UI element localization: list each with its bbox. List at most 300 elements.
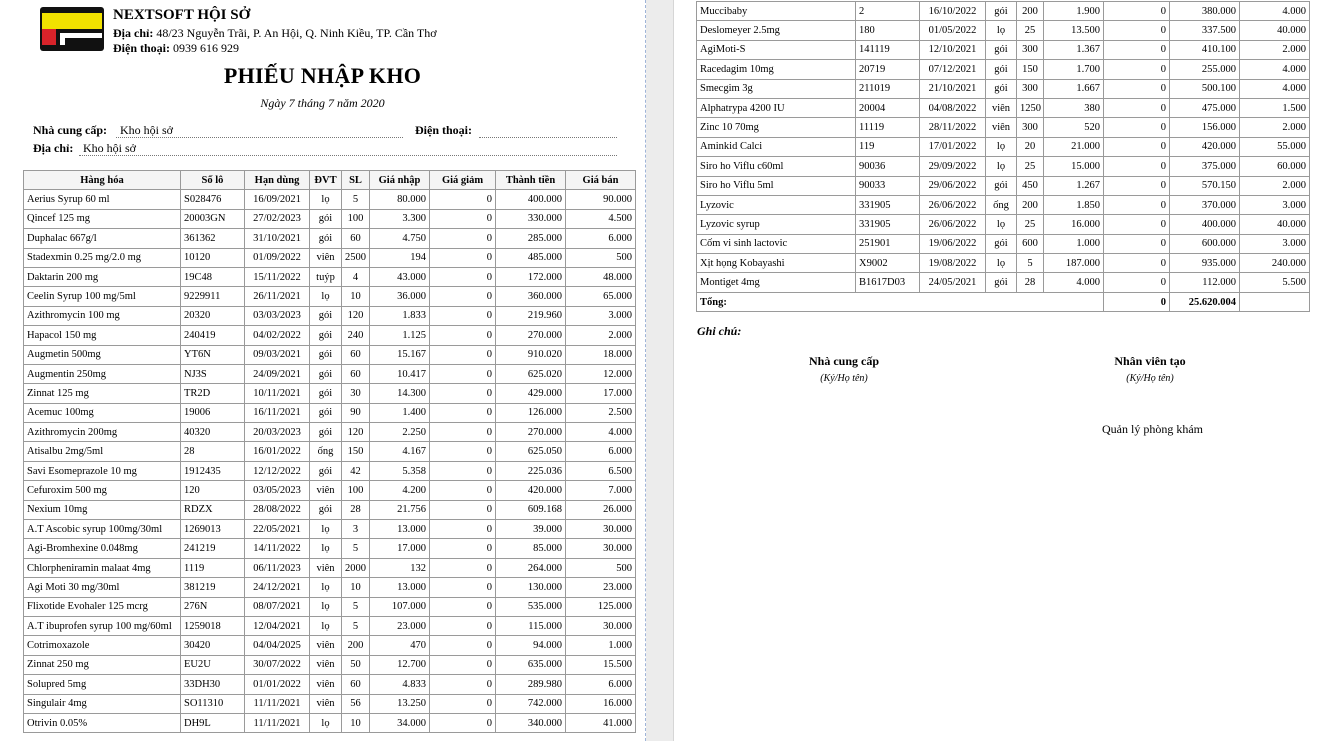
cell-qty: 42 [342, 461, 370, 480]
cell-discount: 0 [430, 423, 496, 442]
cell-item: Azithromycin 200mg [24, 423, 181, 442]
cell-lot: 10120 [181, 248, 245, 267]
cell-expiry: 29/06/2022 [920, 176, 986, 195]
cell-item: Augmentin 250mg [24, 364, 181, 383]
cell-import-price: 1.400 [370, 403, 430, 422]
table-row [24, 267, 636, 286]
cell-qty: 200 [342, 636, 370, 655]
table-row [697, 60, 1310, 79]
cell-item: Acemuc 100mg [24, 403, 181, 422]
cell-lot: EU2U [181, 655, 245, 674]
cell-item: Cefuroxim 500 mg [24, 481, 181, 500]
cell-qty: 56 [342, 694, 370, 713]
cell-expiry: 04/08/2022 [920, 98, 986, 117]
cell-unit: gói [310, 326, 342, 345]
cell-discount: 0 [430, 713, 496, 732]
cell-qty: 150 [342, 442, 370, 461]
cell-unit: gói [310, 306, 342, 325]
cell-item: A.T ibuprofen syrup 100 mg/60ml [24, 616, 181, 635]
cell-expiry: 26/06/2022 [920, 215, 986, 234]
cell-lot: 180 [856, 21, 920, 40]
cell-sale-price: 30.000 [566, 616, 636, 635]
cell-qty: 600 [1017, 234, 1044, 253]
cell-expiry: 20/03/2023 [245, 423, 310, 442]
table-row [24, 306, 636, 325]
table-row [697, 21, 1310, 40]
cell-sale-price: 17.000 [566, 384, 636, 403]
cell-import-price: 15.000 [1044, 157, 1104, 176]
cell-discount: 0 [430, 229, 496, 248]
cell-qty: 50 [342, 655, 370, 674]
cell-amount: 126.000 [496, 403, 566, 422]
clinic-manager-label: Quản lý phòng khám [1102, 422, 1203, 436]
cell-discount: 0 [430, 248, 496, 267]
cell-discount: 0 [430, 403, 496, 422]
cell-expiry: 16/10/2022 [920, 2, 986, 21]
cell-qty: 60 [342, 229, 370, 248]
cell-qty: 60 [342, 364, 370, 383]
table-row [24, 675, 636, 694]
cell-unit: viên [310, 694, 342, 713]
table-row [24, 636, 636, 655]
cell-qty: 25 [1017, 157, 1044, 176]
cell-discount: 0 [1104, 254, 1170, 273]
cell-discount: 0 [1104, 273, 1170, 292]
cell-lot: 331905 [856, 195, 920, 214]
cell-sale-price: 4.000 [566, 423, 636, 442]
cell-amount: 112.000 [1170, 273, 1240, 292]
cell-lot: 211019 [856, 79, 920, 98]
note-label: Ghi chú: [697, 324, 742, 338]
cell-discount: 0 [430, 209, 496, 228]
cell-amount: 635.000 [496, 655, 566, 674]
cell-discount: 0 [430, 694, 496, 713]
cell-discount: 0 [430, 287, 496, 306]
cell-import-price: 16.000 [1044, 215, 1104, 234]
cell-unit: viên [310, 636, 342, 655]
table-row [697, 118, 1310, 137]
cell-qty: 5 [342, 597, 370, 616]
cell-expiry: 28/11/2022 [920, 118, 986, 137]
cell-item: Deslomeyer 2.5mg [697, 21, 856, 40]
cell-expiry: 07/12/2021 [920, 60, 986, 79]
cell-sale-price: 240.000 [1240, 254, 1310, 273]
cell-unit: lọ [310, 520, 342, 539]
cell-amount: 219.960 [496, 306, 566, 325]
table-row [24, 520, 636, 539]
cell-amount: 270.000 [496, 326, 566, 345]
cell-expiry: 11/11/2021 [245, 713, 310, 732]
cell-sale-price: 26.000 [566, 500, 636, 519]
cell-sale-price: 4.500 [566, 209, 636, 228]
cell-unit: ống [986, 195, 1017, 214]
cell-sale-price: 2.500 [566, 403, 636, 422]
cell-expiry: 08/07/2021 [245, 597, 310, 616]
cell-sale-price: 2.000 [1240, 118, 1310, 137]
cell-amount: 600.000 [1170, 234, 1240, 253]
cell-lot: X9002 [856, 254, 920, 273]
cell-item: Siro ho Viflu 5ml [697, 176, 856, 195]
cell-unit: viên [986, 98, 1017, 117]
cell-qty: 25 [1017, 215, 1044, 234]
cell-sale-price: 4.000 [1240, 2, 1310, 21]
table-row [24, 442, 636, 461]
cell-import-price: 520 [1044, 118, 1104, 137]
supplier-signature [784, 354, 904, 384]
cell-item: Flixotide Evohaler 125 mcrg [24, 597, 181, 616]
table-row [697, 273, 1310, 292]
cell-unit: viên [986, 118, 1017, 137]
cell-lot: 20719 [856, 60, 920, 79]
table-row [697, 40, 1310, 59]
document-date: Ngày 7 tháng 7 năm 2020 [260, 96, 385, 110]
cell-import-price: 2.250 [370, 423, 430, 442]
cell-unit: lọ [310, 539, 342, 558]
cell-discount: 0 [430, 461, 496, 480]
cell-item: Daktarin 200 mg [24, 267, 181, 286]
cell-import-price: 1.367 [1044, 40, 1104, 59]
cell-expiry: 12/04/2021 [245, 616, 310, 635]
cell-import-price: 1.700 [1044, 60, 1104, 79]
cell-amount: 172.000 [496, 267, 566, 286]
cell-unit: lọ [986, 157, 1017, 176]
cell-unit: gói [986, 234, 1017, 253]
cell-lot: 20004 [856, 98, 920, 117]
cell-lot: TR2D [181, 384, 245, 403]
cell-lot: 20320 [181, 306, 245, 325]
cell-import-price: 380 [1044, 98, 1104, 117]
cell-sale-price: 1.000 [566, 636, 636, 655]
cell-item: Cotrimoxazole [24, 636, 181, 655]
cell-unit: lọ [986, 137, 1017, 156]
cell-expiry: 15/11/2022 [245, 267, 310, 286]
cell-item: Racedagim 10mg [697, 60, 856, 79]
cell-sale-price: 16.000 [566, 694, 636, 713]
cell-import-price: 4.167 [370, 442, 430, 461]
cell-discount: 0 [430, 597, 496, 616]
cell-sale-price: 15.500 [566, 655, 636, 674]
cell-expiry: 17/01/2022 [920, 137, 986, 156]
cell-amount: 115.000 [496, 616, 566, 635]
cell-item: Aerius Syrup 60 ml [24, 190, 181, 209]
cell-import-price: 1.833 [370, 306, 430, 325]
nextsoft-logo-icon [40, 7, 104, 51]
cell-qty: 2500 [342, 248, 370, 267]
table-row [24, 578, 636, 597]
cell-qty: 60 [342, 675, 370, 694]
cell-qty: 28 [1017, 273, 1044, 292]
cell-qty: 10 [342, 713, 370, 732]
cell-unit: gói [310, 209, 342, 228]
total-label: Tổng: [697, 292, 1104, 311]
cell-import-price: 187.000 [1044, 254, 1104, 273]
cell-import-price: 1.267 [1044, 176, 1104, 195]
cell-sale-price: 6.000 [566, 442, 636, 461]
cell-import-price: 5.358 [370, 461, 430, 480]
cell-amount: 420.000 [496, 481, 566, 500]
cell-unit: lọ [310, 190, 342, 209]
cell-lot: 120 [181, 481, 245, 500]
cell-discount: 0 [1104, 195, 1170, 214]
cell-expiry: 19/06/2022 [920, 234, 986, 253]
cell-import-price: 1.000 [1044, 234, 1104, 253]
table-row [24, 558, 636, 577]
cell-discount: 0 [430, 616, 496, 635]
cell-discount: 0 [430, 364, 496, 383]
cell-unit: gói [310, 500, 342, 519]
cell-qty: 450 [1017, 176, 1044, 195]
cell-unit: ống [310, 442, 342, 461]
cell-qty: 20 [1017, 137, 1044, 156]
cell-unit: lọ [986, 215, 1017, 234]
cell-unit: lọ [310, 287, 342, 306]
cell-discount: 0 [1104, 79, 1170, 98]
cell-qty: 25 [1017, 21, 1044, 40]
col-header-import-price: Giá nhập [370, 171, 430, 190]
cell-discount: 0 [1104, 98, 1170, 117]
cell-item: Singulair 4mg [24, 694, 181, 713]
table-row [24, 500, 636, 519]
cell-item: Siro ho Viflu c60ml [697, 157, 856, 176]
cell-import-price: 13.000 [370, 520, 430, 539]
col-header-sale-price: Giá bán [566, 171, 636, 190]
cell-expiry: 04/04/2025 [245, 636, 310, 655]
cell-expiry: 27/02/2023 [245, 209, 310, 228]
cell-lot: 11119 [856, 118, 920, 137]
cell-expiry: 26/06/2022 [920, 195, 986, 214]
cell-lot: 119 [856, 137, 920, 156]
table-row [24, 345, 636, 364]
cell-qty: 4 [342, 267, 370, 286]
cell-lot: 251901 [856, 234, 920, 253]
table-row [24, 539, 636, 558]
creator-signature-title: Nhân viên tạo [1114, 354, 1186, 368]
cell-expiry: 12/10/2021 [920, 40, 986, 59]
cell-item: Muccibaby [697, 2, 856, 21]
cell-lot: 30420 [181, 636, 245, 655]
cell-import-price: 21.000 [1044, 137, 1104, 156]
col-header-unit: ĐVT [310, 171, 342, 190]
cell-expiry: 01/09/2022 [245, 248, 310, 267]
table-row [24, 481, 636, 500]
cell-amount: 337.500 [1170, 21, 1240, 40]
cell-item: Stadexmin 0.25 mg/2.0 mg [24, 248, 181, 267]
company-address [113, 26, 437, 41]
cell-item: Chlorpheniramin malaat 4mg [24, 558, 181, 577]
cell-lot: 2 [856, 2, 920, 21]
cell-unit: gói [986, 2, 1017, 21]
cell-unit: lọ [310, 578, 342, 597]
table-row [697, 79, 1310, 98]
phone-label: Điện thoại: [113, 41, 170, 55]
cell-item: Agi Moti 30 mg/30ml [24, 578, 181, 597]
cell-lot: 9229911 [181, 287, 245, 306]
cell-expiry: 21/10/2021 [920, 79, 986, 98]
cell-amount: 910.020 [496, 345, 566, 364]
table-row [24, 694, 636, 713]
cell-import-price: 4.833 [370, 675, 430, 694]
cell-qty: 200 [1017, 2, 1044, 21]
table-row [697, 98, 1310, 117]
cell-expiry: 28/08/2022 [245, 500, 310, 519]
cell-item: Nexium 10mg [24, 500, 181, 519]
cell-lot: 1259018 [181, 616, 245, 635]
cell-qty: 10 [342, 578, 370, 597]
cell-item: Zinnat 125 mg [24, 384, 181, 403]
col-header-lot: Số lô [181, 171, 245, 190]
cell-import-price: 43.000 [370, 267, 430, 286]
cell-qty: 200 [1017, 195, 1044, 214]
table-row [697, 234, 1310, 253]
cell-sale-price: 2.000 [566, 326, 636, 345]
cell-import-price: 80.000 [370, 190, 430, 209]
cell-expiry: 16/09/2021 [245, 190, 310, 209]
cell-qty: 5 [342, 190, 370, 209]
goods-table-continued [696, 1, 1310, 312]
cell-discount: 0 [1104, 21, 1170, 40]
table-row [24, 364, 636, 383]
table-row [24, 384, 636, 403]
supplier-name-field [33, 123, 174, 138]
col-header-expiry: Hạn dùng [245, 171, 310, 190]
cell-expiry: 06/11/2023 [245, 558, 310, 577]
cell-unit: gói [310, 229, 342, 248]
cell-amount: 330.000 [496, 209, 566, 228]
cell-item: Lyzovic syrup [697, 215, 856, 234]
supplier-phone-value [479, 123, 617, 138]
cell-unit: gói [986, 40, 1017, 59]
cell-qty: 30 [342, 384, 370, 403]
cell-lot: 1119 [181, 558, 245, 577]
supplier-name-value: Kho hội sở [116, 123, 403, 138]
cell-expiry: 09/03/2021 [245, 345, 310, 364]
cell-lot: 276N [181, 597, 245, 616]
cell-expiry: 24/09/2021 [245, 364, 310, 383]
cell-item: A.T Ascobic syrup 100mg/30ml [24, 520, 181, 539]
cell-amount: 570.150 [1170, 176, 1240, 195]
col-header-discount: Giá giảm [430, 171, 496, 190]
cell-import-price: 3.300 [370, 209, 430, 228]
cell-amount: 609.168 [496, 500, 566, 519]
cell-lot: 1269013 [181, 520, 245, 539]
total-amount: 25.620.004 [1170, 292, 1240, 311]
table-row [24, 229, 636, 248]
cell-unit: viên [310, 558, 342, 577]
cell-discount: 0 [1104, 60, 1170, 79]
cell-unit: lọ [986, 21, 1017, 40]
cell-import-price: 13.250 [370, 694, 430, 713]
cell-discount: 0 [1104, 40, 1170, 59]
cell-expiry: 16/01/2022 [245, 442, 310, 461]
cell-amount: 500.100 [1170, 79, 1240, 98]
cell-discount: 0 [1104, 176, 1170, 195]
cell-expiry: 12/12/2022 [245, 461, 310, 480]
cell-unit: gói [986, 273, 1017, 292]
cell-discount: 0 [1104, 157, 1170, 176]
cell-qty: 90 [342, 403, 370, 422]
cell-import-price: 4.750 [370, 229, 430, 248]
cell-item: Qincef 125 mg [24, 209, 181, 228]
cell-item: Savi Esomeprazole 10 mg [24, 461, 181, 480]
cell-import-price: 1.850 [1044, 195, 1104, 214]
cell-discount: 0 [1104, 118, 1170, 137]
cell-item: Lyzovic [697, 195, 856, 214]
cell-sale-price: 6.500 [566, 461, 636, 480]
cell-unit: gói [986, 79, 1017, 98]
cell-import-price: 1.900 [1044, 2, 1104, 21]
creator-signature-hint: (Ký/Họ tên) [1126, 373, 1174, 384]
cell-amount: 410.100 [1170, 40, 1240, 59]
cell-discount: 0 [430, 675, 496, 694]
cell-expiry: 29/09/2022 [920, 157, 986, 176]
cell-unit: viên [310, 481, 342, 500]
cell-sale-price: 6.000 [566, 675, 636, 694]
cell-lot: 40320 [181, 423, 245, 442]
cell-unit: gói [986, 60, 1017, 79]
cell-amount: 400.000 [496, 190, 566, 209]
cell-unit: gói [310, 423, 342, 442]
cell-item: AgiMoti-S [697, 40, 856, 59]
cell-sale-price: 1.500 [1240, 98, 1310, 117]
cell-item: Otrivin 0.05% [24, 713, 181, 732]
cell-item: Cốm vi sinh lactovic [697, 234, 856, 253]
address-label: Địa chỉ: [113, 26, 154, 40]
cell-amount: 94.000 [496, 636, 566, 655]
table-row [697, 195, 1310, 214]
cell-sale-price: 90.000 [566, 190, 636, 209]
cell-qty: 300 [1017, 79, 1044, 98]
cell-qty: 2000 [342, 558, 370, 577]
table-row [24, 209, 636, 228]
cell-item: Smecgim 3g [697, 79, 856, 98]
cell-lot: YT6N [181, 345, 245, 364]
table-row [24, 655, 636, 674]
cell-qty: 5 [342, 539, 370, 558]
cell-qty: 100 [342, 209, 370, 228]
cell-sale-price: 65.000 [566, 287, 636, 306]
cell-import-price: 4.000 [1044, 273, 1104, 292]
cell-amount: 264.000 [496, 558, 566, 577]
cell-import-price: 21.756 [370, 500, 430, 519]
cell-lot: NJ3S [181, 364, 245, 383]
table-header-row [24, 171, 636, 190]
cell-import-price: 13.500 [1044, 21, 1104, 40]
table-row [697, 254, 1310, 273]
cell-amount: 285.000 [496, 229, 566, 248]
cell-import-price: 13.000 [370, 578, 430, 597]
cell-item: Hapacol 150 mg [24, 326, 181, 345]
cell-sale-price: 18.000 [566, 345, 636, 364]
cell-lot: 28 [181, 442, 245, 461]
total-discount: 0 [1104, 292, 1170, 311]
table-row [697, 137, 1310, 156]
col-header-item: Hàng hóa [24, 171, 181, 190]
table-row [24, 190, 636, 209]
cell-sale-price: 40.000 [1240, 21, 1310, 40]
cell-item: Duphalac 667g/l [24, 229, 181, 248]
cell-amount: 380.000 [1170, 2, 1240, 21]
cell-import-price: 34.000 [370, 713, 430, 732]
cell-unit: lọ [310, 713, 342, 732]
table-row [697, 2, 1310, 21]
address-value: 48/23 Nguyễn Trãi, P. An Hội, Q. Ninh Kiều, TP. Cần Thơ [156, 26, 437, 40]
page-separator [646, 0, 673, 741]
cell-qty: 5 [342, 616, 370, 635]
table-row [24, 248, 636, 267]
cell-import-price: 1.667 [1044, 79, 1104, 98]
cell-discount: 0 [430, 267, 496, 286]
cell-unit: lọ [310, 597, 342, 616]
